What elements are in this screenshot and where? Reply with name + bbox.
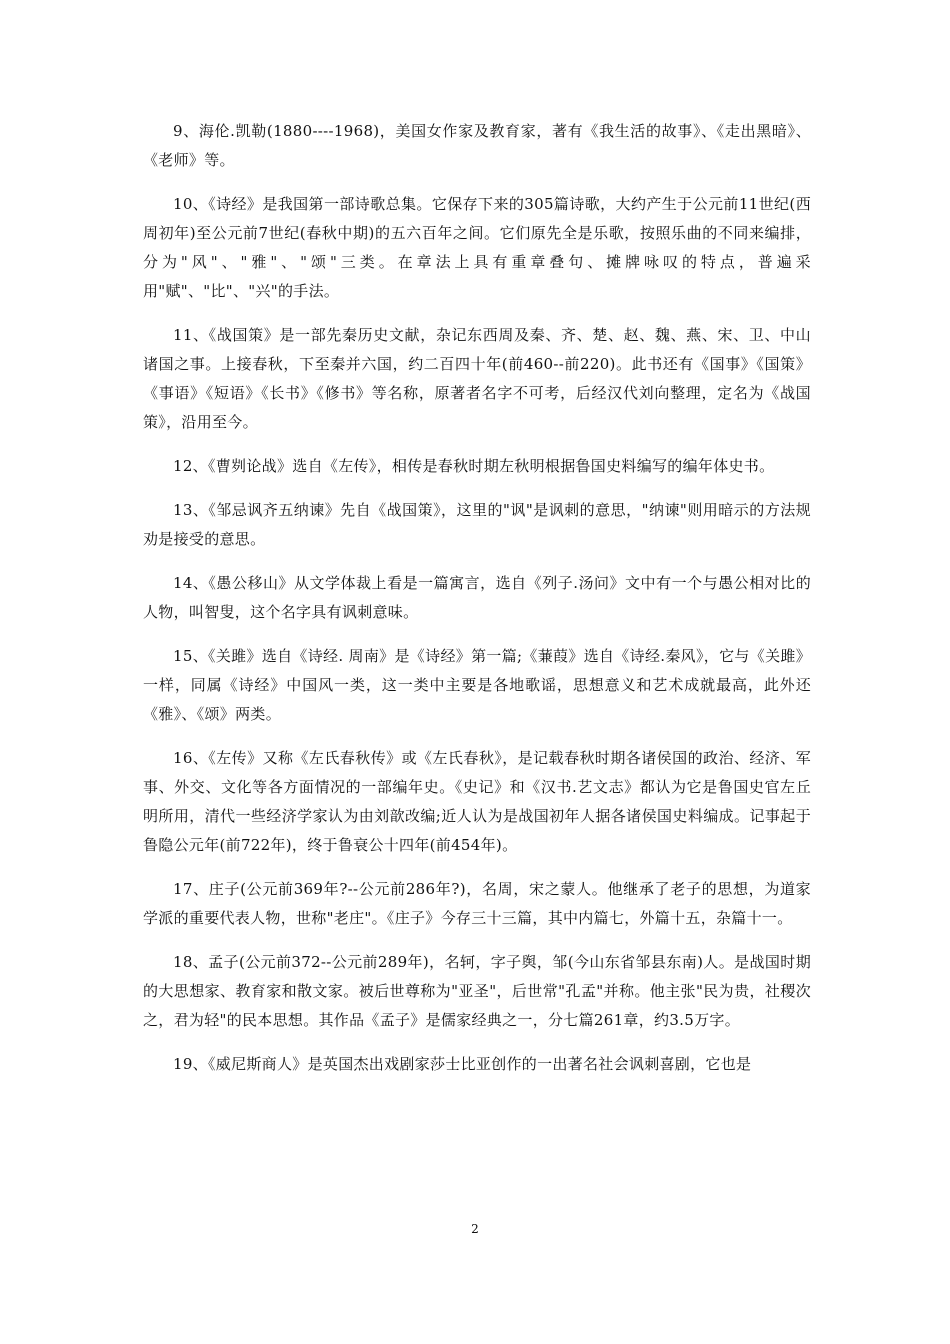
- paragraph-16: 16、《左传》又称《左氏春秋传》或《左氏春秋》，是记载春秋时期各诸侯国的政治、经济、军事、外交、文化等各方面情况的一部编年史。《史记》和《汉书.艺文志》都认为它是鲁国史官左丘明所用，清代一些经济学家认为由刘歆改编;近人认为是战国初年人据各诸侯国史料编成。记事起于鲁隐公元年(前722年)，终于鲁衰公十四年(前454年)。: [143, 749, 811, 854]
- paragraph-18: 18、孟子(公元前372--公元前289年)，名轲，字子舆，邹(今山东省邹县东南)人。是战国时期的大思想家、教育家和散文家。被后世尊称为"亚圣"，后世常"孔孟"并称。他主张"民为贵，社稷次之，君为轻"的民本思想。其作品《孟子》是儒家经典之一，分七篇261章，约3.5万字。: [143, 953, 811, 1029]
- paragraph-9: 9、海伦.凯勒(1880----1968)，美国女作家及教育家，著有《我生活的故事》、《走出黑暗》、《老师》等。: [143, 122, 811, 169]
- paragraph-19: 19、《威尼斯商人》是英国杰出戏剧家莎士比亚创作的一出著名社会讽刺喜剧，它也是: [173, 1055, 752, 1073]
- document-body: [143, 117, 811, 1094]
- paragraph-17: 17、庄子(公元前369年?--公元前286年?)，名周，宋之蒙人。他继承了老子的思想，为道家学派的重要代表人物，世称"老庄"。《庄子》今存三十三篇，其中内篇七，外篇十五，杂篇十一。: [143, 880, 811, 927]
- paragraph-11: 11、《战国策》是一部先秦历史文献，杂记东西周及秦、齐、楚、赵、魏、燕、宋、卫、中山诸国之事。上接春秋，下至秦并六国，约二百四十年(前460--前220)。此书还有《国事》《国策》《事语》《短语》《长书》《修书》等名称，原著者名字不可考，后经汉代刘向整理，定名为《战国策》，沿用至今。: [143, 326, 811, 431]
- paragraph-13: 13、《邹忌讽齐五纳谏》先自《战国策》，这里的"讽"是讽刺的意思，"纳谏"则用暗示的方法规劝是接受的意思。: [143, 501, 811, 548]
- paragraph-12: 12、《曹刿论战》选自《左传》，相传是春秋时期左秋明根据鲁国史料编写的编年体史书。: [173, 457, 775, 475]
- paragraph-14: 14、《愚公移山》从文学体裁上看是一篇寓言，选自《列子.汤问》文中有一个与愚公相对比的人物，叫智叟，这个名字具有讽刺意味。: [143, 574, 811, 621]
- page-number: 2: [471, 1222, 479, 1236]
- paragraph-15: 15、《关雎》选自《诗经. 周南》是《诗经》第一篇;《蒹葭》选自《诗经.秦风》，它与《关雎》一样，同属《诗经》中国风一类，这一类中主要是各地歌谣，思想意义和艺术成就最高，此外还《雅》、《颂》两类。: [143, 647, 811, 723]
- paragraph-10: 10、《诗经》是我国第一部诗歌总集。它保存下来的305篇诗歌，大约产生于公元前11世纪(西周初年)至公元前7世纪(春秋中期)的五六百年之间。它们原先全是乐歌，按照乐曲的不同来编排，分为"风"、"雅"、"颂"三类。在章法上具有重章叠句、摊牌咏叹的特点，普遍采用"赋"、"比"、"兴"的手法。: [143, 195, 811, 300]
